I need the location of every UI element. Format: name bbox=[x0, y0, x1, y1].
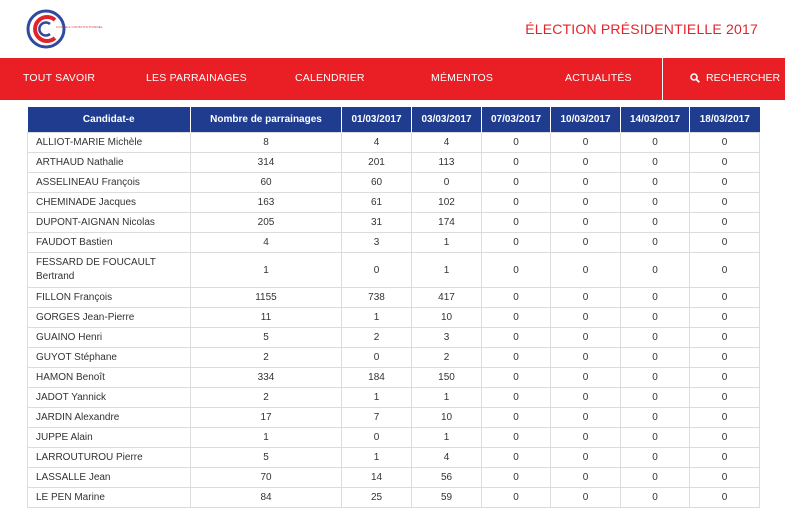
page-title[interactable]: ÉLECTION PRÉSIDENTIELLE 2017 bbox=[525, 21, 758, 37]
date-count-cell: 0 bbox=[551, 368, 621, 388]
candidate-name-cell: JARDIN Alexandre bbox=[28, 408, 191, 428]
date-count-cell: 0 bbox=[551, 328, 621, 348]
candidate-name-cell: GUYOT Stéphane bbox=[28, 348, 191, 368]
date-count-cell: 0 bbox=[412, 173, 482, 193]
total-count-cell: 5 bbox=[191, 328, 342, 348]
date-count-cell: 0 bbox=[621, 368, 690, 388]
date-count-cell: 738 bbox=[342, 288, 412, 308]
table-row bbox=[28, 253, 760, 288]
date-count-cell: 14 bbox=[342, 468, 412, 488]
date-count-cell: 0 bbox=[482, 328, 551, 348]
date-count-cell: 0 bbox=[621, 288, 690, 308]
table-row bbox=[28, 193, 760, 213]
total-count-cell: 17 bbox=[191, 408, 342, 428]
date-count-cell: 0 bbox=[690, 348, 760, 368]
candidate-name-cell: GORGES Jean-Pierre bbox=[28, 308, 191, 328]
date-count-cell: 0 bbox=[690, 448, 760, 468]
table-row bbox=[28, 428, 760, 448]
date-count-cell: 0 bbox=[690, 368, 760, 388]
date-count-cell: 1 bbox=[412, 428, 482, 448]
candidate-name-cell: FESSARD DE FOUCAULT Bertrand bbox=[28, 253, 191, 288]
date-count-cell: 0 bbox=[482, 308, 551, 328]
date-count-cell: 61 bbox=[342, 193, 412, 213]
nav-divider bbox=[662, 58, 663, 100]
nav-item-mementos[interactable]: MÉMENTOS bbox=[431, 72, 494, 84]
date-count-cell: 0 bbox=[621, 348, 690, 368]
candidate-name-cell: FILLON François bbox=[28, 288, 191, 308]
date-count-cell: 0 bbox=[482, 173, 551, 193]
date-count-cell: 0 bbox=[621, 328, 690, 348]
date-count-cell: 0 bbox=[551, 233, 621, 253]
date-count-cell: 0 bbox=[551, 213, 621, 233]
table-row bbox=[28, 368, 760, 388]
date-count-cell: 0 bbox=[482, 388, 551, 408]
date-count-cell: 0 bbox=[551, 408, 621, 428]
date-count-cell: 3 bbox=[412, 328, 482, 348]
date-count-cell: 2 bbox=[342, 328, 412, 348]
table-row bbox=[28, 348, 760, 368]
date-count-cell: 0 bbox=[690, 328, 760, 348]
date-count-cell: 174 bbox=[412, 213, 482, 233]
date-count-cell: 3 bbox=[342, 233, 412, 253]
candidate-name-cell: ARTHAUD Nathalie bbox=[28, 153, 191, 173]
date-count-cell: 0 bbox=[482, 193, 551, 213]
nav-item-parrainages[interactable]: LES PARRAINAGES bbox=[146, 72, 247, 84]
date-count-cell: 0 bbox=[690, 288, 760, 308]
date-count-cell: 1 bbox=[412, 233, 482, 253]
date-count-cell: 10 bbox=[412, 308, 482, 328]
date-count-cell: 0 bbox=[621, 153, 690, 173]
search-icon bbox=[690, 73, 700, 83]
table-row bbox=[28, 488, 760, 508]
date-count-cell: 0 bbox=[482, 153, 551, 173]
date-count-cell: 0 bbox=[621, 193, 690, 213]
date-count-cell: 0 bbox=[621, 448, 690, 468]
date-count-cell: 0 bbox=[690, 308, 760, 328]
date-count-cell: 0 bbox=[482, 133, 551, 153]
table-row bbox=[28, 173, 760, 193]
date-count-cell: 2 bbox=[412, 348, 482, 368]
date-count-cell: 4 bbox=[412, 133, 482, 153]
date-count-cell: 0 bbox=[621, 213, 690, 233]
date-count-cell: 0 bbox=[551, 468, 621, 488]
date-count-cell: 417 bbox=[412, 288, 482, 308]
date-count-cell: 7 bbox=[342, 408, 412, 428]
date-count-cell: 0 bbox=[690, 213, 760, 233]
total-count-cell: 1155 bbox=[191, 288, 342, 308]
date-count-cell: 0 bbox=[482, 368, 551, 388]
date-count-cell: 59 bbox=[412, 488, 482, 508]
date-count-cell: 1 bbox=[342, 388, 412, 408]
main-nav bbox=[0, 58, 785, 100]
conseil-constitutionnel-logo[interactable] bbox=[26, 9, 66, 49]
candidate-name-cell: CHEMINADE Jacques bbox=[28, 193, 191, 213]
date-count-cell: 0 bbox=[342, 348, 412, 368]
date-count-cell: 0 bbox=[690, 428, 760, 448]
total-count-cell: 334 bbox=[191, 368, 342, 388]
date-count-cell: 0 bbox=[482, 428, 551, 448]
date-count-cell: 0 bbox=[551, 348, 621, 368]
date-count-cell: 0 bbox=[690, 193, 760, 213]
date-count-cell: 0 bbox=[621, 488, 690, 508]
total-count-cell: 1 bbox=[191, 428, 342, 448]
total-count-cell: 5 bbox=[191, 448, 342, 468]
date-count-cell: 184 bbox=[342, 368, 412, 388]
total-count-cell: 11 bbox=[191, 308, 342, 328]
date-count-cell: 0 bbox=[621, 133, 690, 153]
date-count-cell: 1 bbox=[412, 388, 482, 408]
column-header-date: 10/03/2017 bbox=[551, 107, 621, 133]
total-count-cell: 205 bbox=[191, 213, 342, 233]
candidate-name-cell: GUAINO Henri bbox=[28, 328, 191, 348]
date-count-cell: 0 bbox=[621, 468, 690, 488]
date-count-cell: 0 bbox=[621, 428, 690, 448]
site-header bbox=[0, 0, 785, 58]
date-count-cell: 10 bbox=[412, 408, 482, 428]
date-count-cell: 0 bbox=[621, 408, 690, 428]
total-count-cell: 314 bbox=[191, 153, 342, 173]
table-row bbox=[28, 408, 760, 428]
date-count-cell: 0 bbox=[621, 233, 690, 253]
date-count-cell: 0 bbox=[482, 253, 551, 288]
date-count-cell: 31 bbox=[342, 213, 412, 233]
table-row bbox=[28, 308, 760, 328]
table-row bbox=[28, 328, 760, 348]
date-count-cell: 102 bbox=[412, 193, 482, 213]
candidate-name-cell: HAMON Benoît bbox=[28, 368, 191, 388]
date-count-cell: 0 bbox=[482, 448, 551, 468]
date-count-cell: 0 bbox=[551, 488, 621, 508]
date-count-cell: 0 bbox=[482, 488, 551, 508]
table-row bbox=[28, 468, 760, 488]
date-count-cell: 56 bbox=[412, 468, 482, 488]
date-count-cell: 0 bbox=[342, 253, 412, 288]
candidate-name-cell: ALLIOT-MARIE Michèle bbox=[28, 133, 191, 153]
date-count-cell: 25 bbox=[342, 488, 412, 508]
table-body bbox=[28, 133, 760, 508]
nav-item-actualites[interactable]: ACTUALITÉS bbox=[565, 72, 632, 84]
date-count-cell: 0 bbox=[551, 173, 621, 193]
date-count-cell: 150 bbox=[412, 368, 482, 388]
column-header-total: Nombre de parrainages bbox=[191, 107, 342, 133]
table-row bbox=[28, 213, 760, 233]
candidate-name-cell: JADOT Yannick bbox=[28, 388, 191, 408]
logo-icon bbox=[26, 9, 66, 49]
candidate-name-cell: FAUDOT Bastien bbox=[28, 233, 191, 253]
date-count-cell: 0 bbox=[551, 133, 621, 153]
date-count-cell: 0 bbox=[551, 153, 621, 173]
table-header-row bbox=[28, 107, 760, 133]
date-count-cell: 0 bbox=[482, 233, 551, 253]
date-count-cell: 0 bbox=[482, 288, 551, 308]
candidate-name-cell: LARROUTUROU Pierre bbox=[28, 448, 191, 468]
search-button[interactable] bbox=[690, 58, 780, 100]
date-count-cell: 0 bbox=[690, 153, 760, 173]
date-count-cell: 1 bbox=[342, 448, 412, 468]
table-row bbox=[28, 448, 760, 468]
candidate-name-cell: LASSALLE Jean bbox=[28, 468, 191, 488]
date-count-cell: 0 bbox=[551, 388, 621, 408]
date-count-cell: 0 bbox=[551, 193, 621, 213]
total-count-cell: 163 bbox=[191, 193, 342, 213]
candidate-name-cell: LE PEN Marine bbox=[28, 488, 191, 508]
date-count-cell: 0 bbox=[482, 468, 551, 488]
date-count-cell: 0 bbox=[482, 213, 551, 233]
date-count-cell: 0 bbox=[690, 408, 760, 428]
total-count-cell: 1 bbox=[191, 253, 342, 288]
table-row bbox=[28, 388, 760, 408]
table-row bbox=[28, 133, 760, 153]
date-count-cell: 0 bbox=[551, 448, 621, 468]
date-count-cell: 0 bbox=[621, 388, 690, 408]
date-count-cell: 0 bbox=[482, 408, 551, 428]
total-count-cell: 4 bbox=[191, 233, 342, 253]
date-count-cell: 0 bbox=[690, 253, 760, 288]
date-count-cell: 113 bbox=[412, 153, 482, 173]
date-count-cell: 0 bbox=[551, 428, 621, 448]
date-count-cell: 1 bbox=[412, 253, 482, 288]
date-count-cell: 201 bbox=[342, 153, 412, 173]
date-count-cell: 0 bbox=[690, 233, 760, 253]
date-count-cell: 0 bbox=[621, 253, 690, 288]
date-count-cell: 4 bbox=[342, 133, 412, 153]
date-count-cell: 0 bbox=[482, 348, 551, 368]
candidate-name-cell: DUPONT-AIGNAN Nicolas bbox=[28, 213, 191, 233]
date-count-cell: 0 bbox=[551, 253, 621, 288]
total-count-cell: 60 bbox=[191, 173, 342, 193]
logo-text: CONSEIL CONSTITUTIONNEL bbox=[56, 25, 103, 29]
column-header-date: 03/03/2017 bbox=[412, 107, 482, 133]
total-count-cell: 8 bbox=[191, 133, 342, 153]
column-header-candidat: Candidat-e bbox=[28, 107, 191, 133]
column-header-date: 07/03/2017 bbox=[482, 107, 551, 133]
date-count-cell: 0 bbox=[690, 488, 760, 508]
date-count-cell: 1 bbox=[342, 308, 412, 328]
date-count-cell: 0 bbox=[621, 173, 690, 193]
parrainages-table bbox=[27, 107, 760, 508]
total-count-cell: 70 bbox=[191, 468, 342, 488]
date-count-cell: 0 bbox=[690, 133, 760, 153]
date-count-cell: 0 bbox=[690, 388, 760, 408]
date-count-cell: 0 bbox=[551, 308, 621, 328]
table-row bbox=[28, 288, 760, 308]
total-count-cell: 2 bbox=[191, 388, 342, 408]
date-count-cell: 0 bbox=[551, 288, 621, 308]
nav-item-tout-savoir[interactable]: TOUT SAVOIR bbox=[23, 72, 96, 84]
total-count-cell: 2 bbox=[191, 348, 342, 368]
date-count-cell: 0 bbox=[690, 468, 760, 488]
total-count-cell: 84 bbox=[191, 488, 342, 508]
table-row bbox=[28, 233, 760, 253]
date-count-cell: 4 bbox=[412, 448, 482, 468]
column-header-date: 14/03/2017 bbox=[621, 107, 690, 133]
date-count-cell: 0 bbox=[690, 173, 760, 193]
column-header-date: 18/03/2017 bbox=[690, 107, 760, 133]
date-count-cell: 0 bbox=[342, 428, 412, 448]
search-label: RECHERCHER bbox=[706, 72, 781, 84]
candidate-name-cell: JUPPE Alain bbox=[28, 428, 191, 448]
date-count-cell: 60 bbox=[342, 173, 412, 193]
table-row bbox=[28, 153, 760, 173]
nav-item-calendrier[interactable]: CALENDRIER bbox=[295, 72, 365, 84]
candidate-name-cell: ASSELINEAU François bbox=[28, 173, 191, 193]
column-header-date: 01/03/2017 bbox=[342, 107, 412, 133]
date-count-cell: 0 bbox=[621, 308, 690, 328]
